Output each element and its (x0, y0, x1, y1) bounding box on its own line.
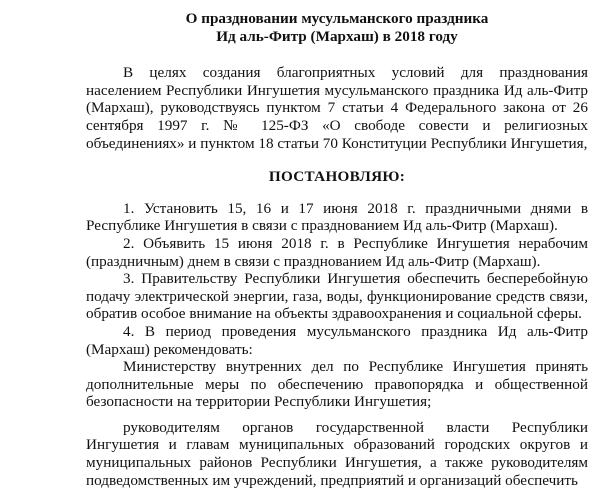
document-page (86, 10, 588, 497)
decree-item-3: 3. Правительству Республики Ингушетия обеспечить бесперебойную подачу электрической энергии, газа, воды, функционирование средств связи, обратив особое внимание на объекты здравоохранения и социальной сферы. (86, 270, 588, 323)
title-line-2: Ид аль-Фитр (Мархаш) в 2018 году (216, 27, 458, 45)
decree-item-1: 1. Установить 15, 16 и 17 июня 2018 г. праздничными днями в Республике Ингушетия в связи с празднованием Ид аль-Фитр (Мархаш). (86, 199, 588, 235)
recommendation-ministry: Министерству внутренних дел по Республике Ингушетия принять дополнительные меры по обеспечению правопорядка и общественной безопасности на территории Республики Ингушетия; (86, 358, 588, 411)
recommendation-authorities: руководителям органов государственной власти Республики Ингушетия и главам муниципальных образований городских округов и муниципальных районов Республики Ингушетия, а также руководителям подведомственных им учреждений, предприятий и организаций обеспечить (86, 418, 588, 489)
title-line-1: О праздновании мусульманского праздника (185, 10, 489, 27)
document-title (86, 10, 588, 45)
decree-item-4: 4. В период проведения мусульманского праздника Ид аль-Фитр (Мархаш) рекомендовать: (86, 322, 588, 358)
decree-item-2: 2. Объявить 15 июня 2018 г. в Республике Ингушетия нерабочим (праздничным) днем в связи с празднованием Ид аль-Фитр (Мархаш). (86, 234, 588, 270)
decree-heading: ПОСТАНОВЛЯЮ: (268, 168, 406, 186)
preamble-paragraph: В целях создания благоприятных условий для празднования населением Республики Ингушетия мусульманского праздника Ид аль-Фитр (Мархаш), руководствуясь пунктом 7 статьи 4 Федерального закона от 26 сентября 1997 г. № 125-ФЗ «О свободе совести и религиозных объединениях» и пунктом 18 статьи 70 Конституции Республики Ингушетия, (86, 64, 588, 152)
